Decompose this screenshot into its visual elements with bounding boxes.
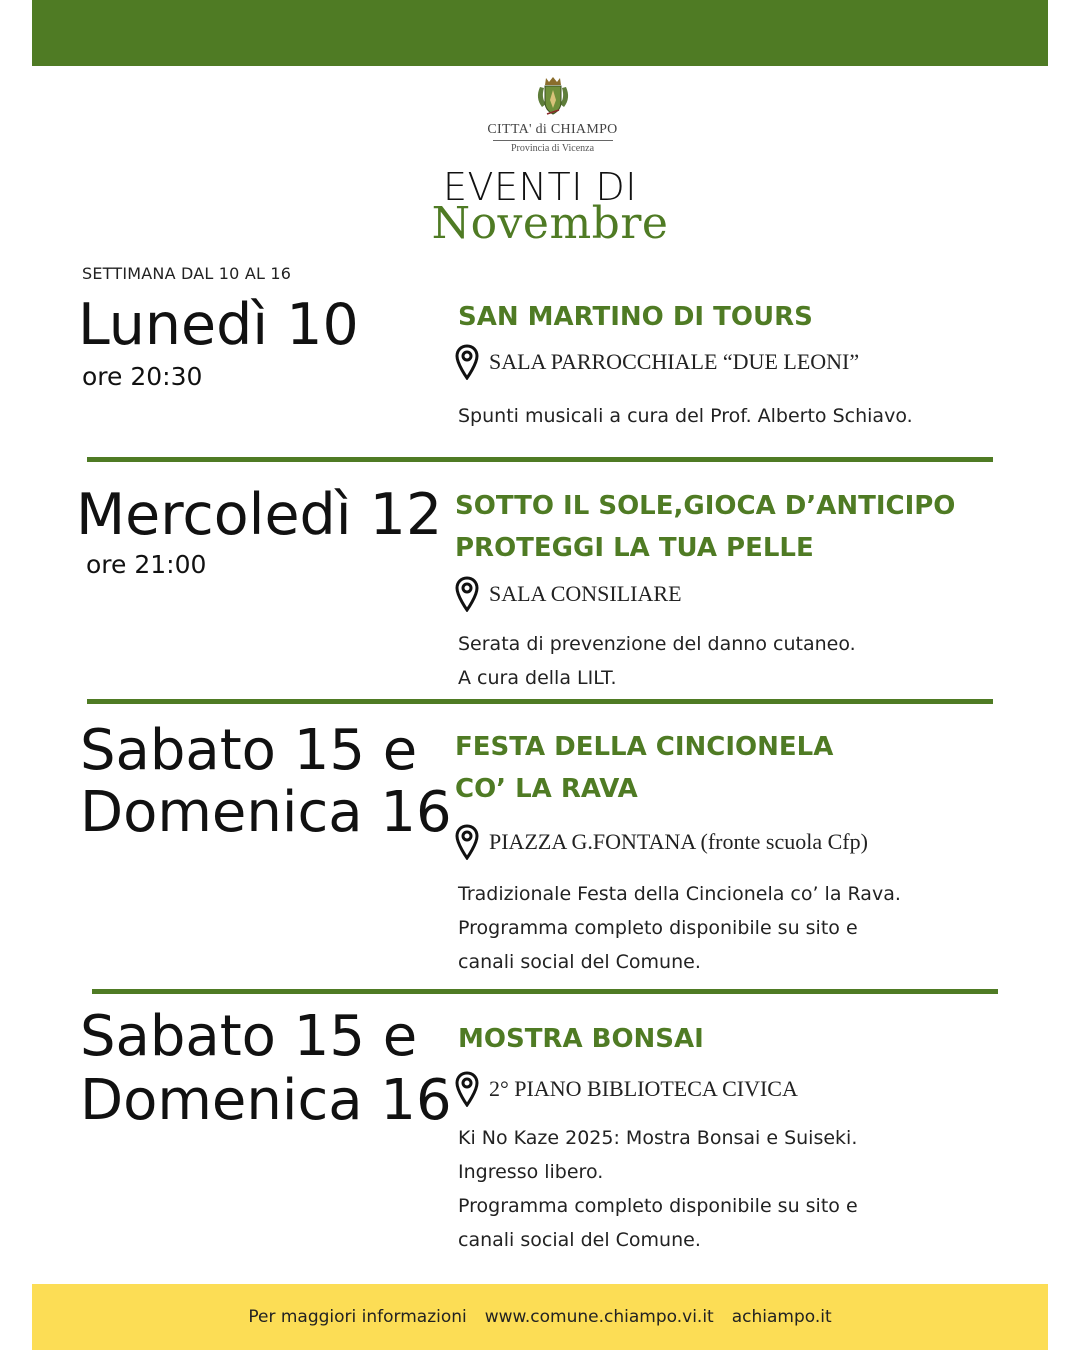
location-text: 2° PIANO BIBLIOTECA CIVICA [489, 1076, 798, 1101]
province-name: Provincia di Vicenza [510, 143, 595, 154]
event-description: Serata di prevenzione del danno cutaneo. A cura della LILT. [458, 633, 856, 689]
section-divider [87, 699, 993, 704]
event-description: Spunti musicali a cura del Prof. Alberto Schiavo. [458, 405, 913, 427]
city-logo [470, 74, 635, 154]
event-description: Ki No Kaze 2025: Mostra Bonsai e Suiseki. Ingresso libero. Programma completo disponibile su sito e canali social del Comune. [458, 1127, 858, 1251]
event-time: ore 21:00 [86, 550, 207, 579]
location-text: PIAZZA G.FONTANA (fronte scuola Cfp) [489, 829, 868, 854]
footer-social-link[interactable]: achiampo.it [731, 1307, 832, 1327]
event-day: Mercoledì 12 [76, 482, 443, 548]
event-location [455, 344, 859, 380]
event-title: FESTA DELLA CINCIONELA CO’ LA RAVA [455, 732, 834, 804]
location-pin-icon [455, 576, 479, 612]
week-label: SETTIMANA DAL 10 AL 16 [82, 264, 292, 283]
city-name: CITTA' di CHIAMPO [487, 122, 618, 137]
event-location [455, 824, 868, 860]
location-pin-icon [455, 344, 479, 380]
section-divider [92, 989, 998, 994]
event-day: Sabato 15 e Domenica 16 [80, 1004, 452, 1133]
footer-info: Per maggiori informazioni [248, 1307, 467, 1327]
page-title: EVENTI DI [443, 165, 637, 209]
footer-banner [32, 1284, 1048, 1350]
event-title: SAN MARTINO DI TOURS [458, 302, 813, 332]
logo-divider [493, 140, 613, 141]
location-text: SALA CONSILIARE [489, 581, 682, 606]
event-day: Sabato 15 e Domenica 16 [80, 718, 452, 845]
event-time: ore 20:30 [82, 362, 203, 391]
location-text: SALA PARROCCHIALE “DUE LEONI” [489, 349, 860, 374]
event-day: Lunedì 10 [78, 292, 359, 358]
location-pin-icon [455, 1071, 479, 1107]
page-title-month: Novembre [431, 198, 669, 249]
event-title: MOSTRA BONSAI [458, 1024, 704, 1054]
event-title: SOTTO IL SOLE,GIOCA D’ANTICIPO PROTEGGI LA TUA PELLE [455, 491, 956, 563]
event-description: Tradizionale Festa della Cincionela co’ la Rava. Programma completo disponibile su sito e canali social del Comune. [458, 883, 901, 973]
event-location [455, 576, 682, 612]
location-pin-icon [455, 824, 479, 860]
event-location [455, 1071, 798, 1107]
section-divider [87, 457, 993, 462]
footer-website-link[interactable]: www.comune.chiampo.vi.it [484, 1307, 714, 1327]
top-banner [32, 0, 1048, 66]
city-crest-icon [533, 74, 573, 118]
